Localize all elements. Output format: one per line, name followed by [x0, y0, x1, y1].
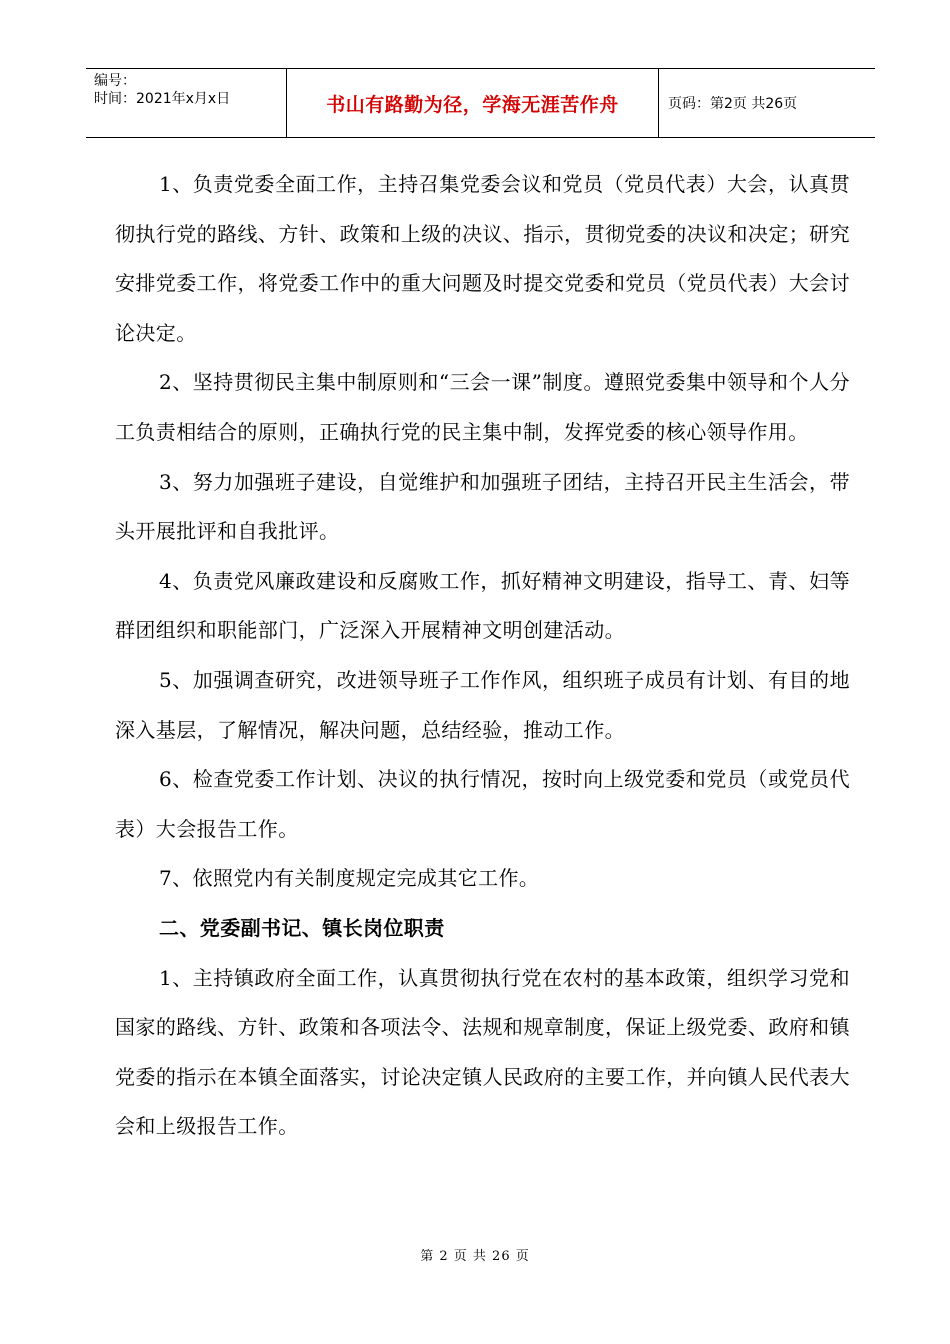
- paragraph-5: 5、加强调查研究，改进领导班子工作作风，组织班子成员有计划、有目的地深入基层，了解情况，解决问题，总结经验，推动工作。: [115, 667, 850, 742]
- section-heading: 二、党委副书记、镇长岗位职责: [159, 915, 445, 940]
- page-footer: 第 2 页 共 26 页: [420, 1249, 530, 1264]
- paragraph-1: 1、负责党委全面工作，主持召集党委会议和党员（党员代表）大会，认真贯彻执行党的路线、方针、政策和上级的决议、指示，贯彻党委的决议和决定；研究安排党委工作，将党委工作中的重大问题及时提交党委和党员（党员代表）大会讨论决定。: [115, 172, 850, 345]
- header-meta: [86, 69, 286, 137]
- paragraph-7: 7、依照党内有关制度规定完成其它工作。: [159, 866, 540, 891]
- paragraph-8: 1、主持镇政府全面工作，认真贯彻执行党在农村的基本政策，组织学习党和国家的路线、方针、政策和各项法令、法规和规章制度，保证上级党委、政府和镇党委的指示在本镇全面落实，讨论决定镇人民政府的主要工作，并向镇人民代表大会和上级报告工作。: [115, 965, 850, 1139]
- paragraph-6: 6、检查党委工作计划、决议的执行情况，按时向上级党委和党员（或党员代表）大会报告工作。: [115, 767, 850, 841]
- paragraph-2: 2、坚持贯彻民主集中制原则和“三会一课”制度。遵照党委集中领导和个人分工负责相结合的原则，正确执行党的民主集中制，发挥党委的核心领导作用。: [115, 370, 850, 444]
- header-page-info: 页码：第2页 共26页: [668, 96, 798, 112]
- document-time: 时间：2021年x月x日: [94, 91, 231, 107]
- page-header: [86, 68, 875, 138]
- document-body: [115, 160, 850, 1152]
- header-motto: 书山有路勤为径，学海无涯苦作舟: [286, 69, 659, 137]
- document-number-label: 编号：: [94, 73, 136, 89]
- paragraph-3: 3、努力加强班子建设，自觉维护和加强班子团结，主持召开民主生活会，带头开展批评和自我批评。: [115, 469, 850, 544]
- paragraph-4: 4、负责党风廉政建设和反腐败工作，抓好精神文明建设，指导工、青、妇等群团组织和职能部门，广泛深入开展精神文明创建活动。: [115, 568, 850, 643]
